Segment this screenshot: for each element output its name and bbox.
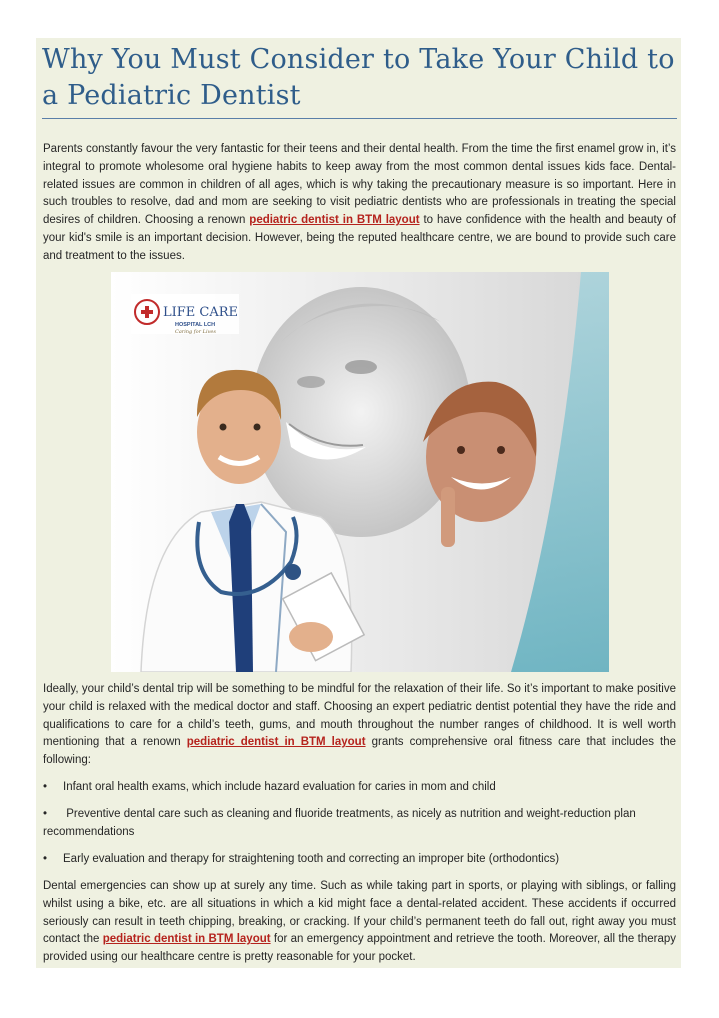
logo-title: LIFE CARE (163, 305, 239, 320)
bullet-item-2 (43, 806, 676, 842)
life-care-logo (131, 294, 239, 335)
pediatric-dentist-link-3[interactable]: pediatric dentist in BTM layout (102, 933, 271, 946)
bullet-marker-1: • (43, 781, 48, 793)
intro-paragraph (43, 141, 676, 266)
intro-text-start: Parents constantly favour the very fantastic for their teens and their dental health. From the time the first enamel grow in, it’s integral to promote wholesome oral hygiene habits to keep away from the most common dental issues kids face. Dental-related issues are common in children of all ages, which is why taking the precautionary measure is so important. Here in such troubles to resolve, dad and mom are seeking to visit pediatric dentists who are professionals in treating the special desires of children. Choosing a renown (43, 143, 676, 227)
hero-image (111, 272, 609, 672)
closing-text-end: for an emergency appointment and retrieve the tooth. Moreover, all the therapy provided using our healthcare centre is pretty reasonable for your pocket. (43, 933, 676, 964)
logo-subtitle: HOSPITAL LCH (175, 322, 216, 328)
bullet-text-3: Early evaluation and therapy for straightening tooth and correcting an improper bite (orthodontics) (63, 853, 560, 865)
bullet-text-1: Infant oral health exams, which include hazard evaluation for caries in mom and child (63, 781, 496, 793)
pediatric-dentist-link-2[interactable]: pediatric dentist in BTM layout (186, 736, 366, 749)
pediatric-dentist-link-1[interactable]: pediatric dentist in BTM layout (249, 214, 420, 227)
page-title: Why You Must Consider to Take Your Child to a Pediatric Dentist (42, 44, 675, 111)
bullet-marker-3: • (43, 853, 48, 865)
bullet-marker-2: • (43, 808, 48, 820)
title-block (42, 42, 677, 119)
logo-tagline: Caring for Lives (175, 329, 216, 335)
intro-text-end: to have confidence with the health and beauty of your kid's smile is an important decision. However, being the reputed healthcare centre, we are bound to provide such care and treatment to the issues. (43, 214, 676, 262)
bullet-item-3 (43, 851, 676, 869)
closing-paragraph (43, 878, 676, 967)
second-paragraph (43, 681, 676, 770)
second-text-start: Ideally, your child’s dental trip will be something to be mindful for the relaxation of their life. So it’s important to make positive your child is relaxed with the medical doctor and staff. Choosing an expert pediatric dentist potential they have the ride and qualifications to care for a child’s teeth, gums, and mouth throughout the number ranges of childhood. It is well worth mentioning that a renown (43, 683, 676, 749)
bullet-text-2: Preventive dental care such as cleaning and fluoride treatments, as nicely as nutrition and weight-reduction plan recommendations (43, 808, 636, 838)
bullet-item-1 (43, 779, 676, 797)
second-text-end: grants comprehensive oral fitness care that includes the following: (43, 736, 676, 767)
closing-text-start: Dental emergencies can show up at surely any time. Such as while taking part in sports, or playing with siblings, or falling whilst using a bike, etc. are all situations in which a kid might face a dental-related accident. These accidents if occurred seriously can result in teeth chipping, breaking, or cracking. If your child’s permanent teeth do fall out, right away you must contact the (43, 880, 676, 946)
